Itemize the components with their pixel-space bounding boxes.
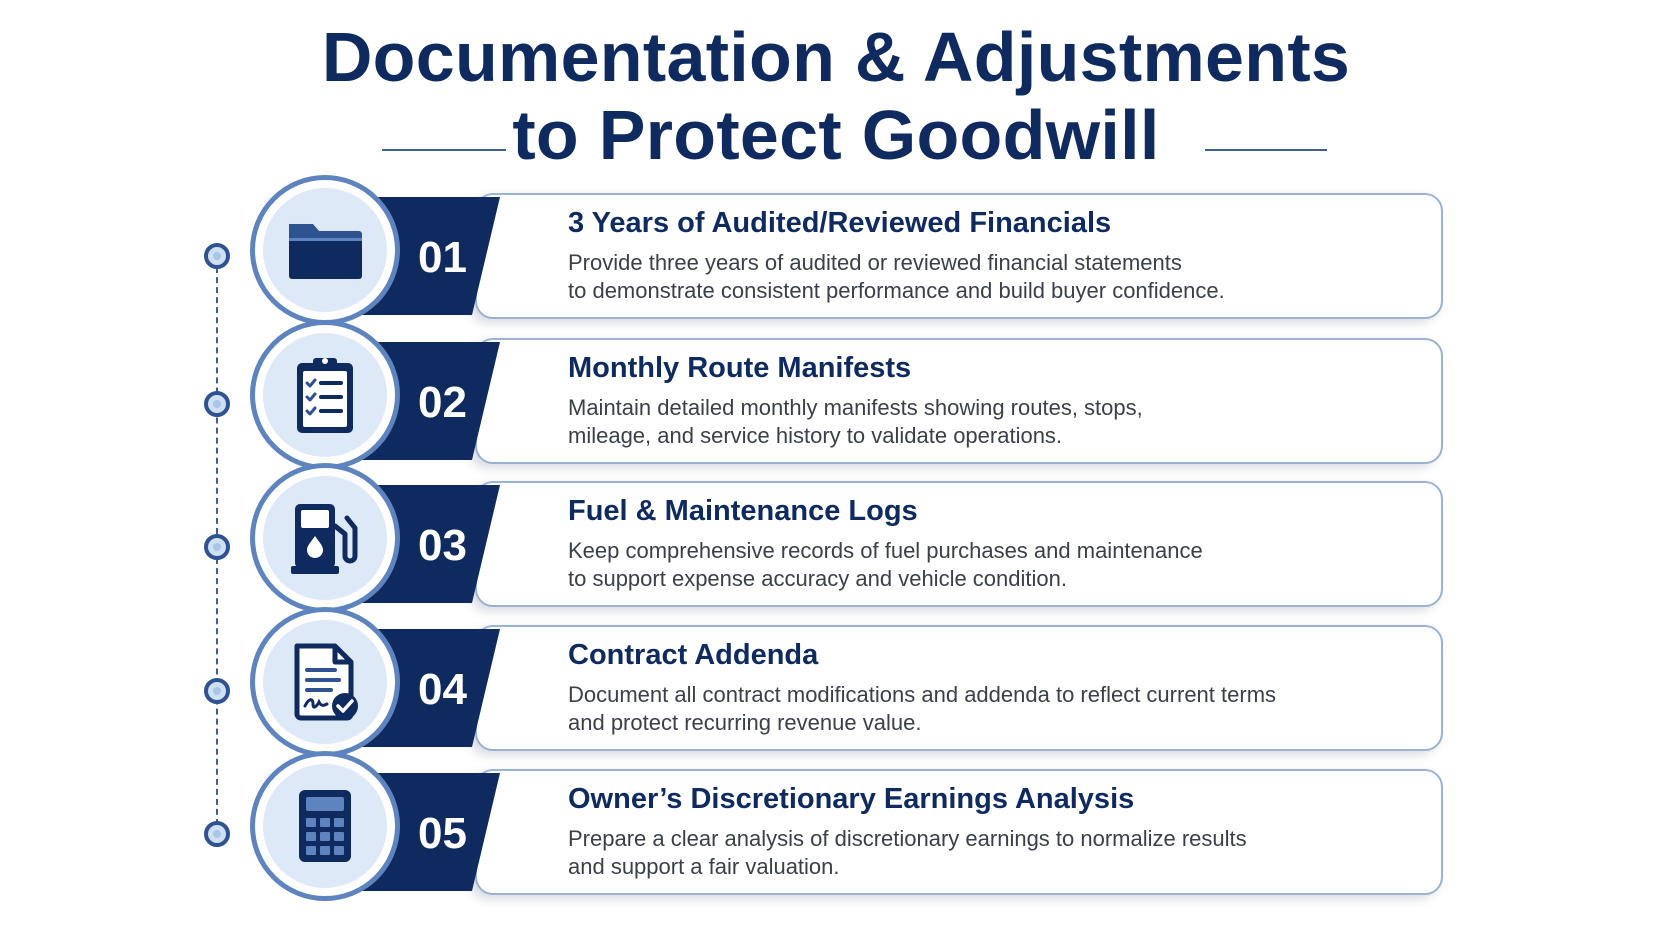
step-icon-badge — [250, 463, 400, 613]
step-title: 3 Years of Audited/Reviewed Financials — [568, 207, 1112, 239]
title-rule-right — [1205, 149, 1327, 151]
step-number: 04 — [418, 665, 467, 714]
step-icon-badge — [250, 607, 400, 757]
signed-document-icon — [283, 640, 367, 724]
step-icon-badge — [250, 175, 400, 325]
timeline-dot-3 — [204, 534, 230, 560]
step-title: Fuel & Maintenance Logs — [568, 495, 918, 527]
step-title: Contract Addenda — [568, 639, 819, 671]
step-description: Keep comprehensive records of fuel purchases and maintenance to support expense accuracy and vehicle condition. — [568, 538, 1203, 591]
step-description: Document all contract modifications and addenda to reflect current terms and protect recurring revenue value. — [568, 682, 1277, 735]
timeline-dot-1 — [204, 243, 230, 269]
clipboard-checklist-icon — [283, 353, 367, 437]
step-title: Owner’s Discretionary Earnings Analysis — [568, 783, 1135, 815]
step-description: Provide three years of audited or reviewed financial statements to demonstrate consistent performance and build buyer confidence. — [568, 250, 1225, 303]
step-number: 02 — [418, 378, 467, 427]
title-rule-left — [382, 149, 506, 151]
step-icon-badge — [250, 751, 400, 901]
step-2 — [250, 320, 1450, 460]
step-description: Prepare a clear analysis of discretionary earnings to normalize results and support a fair valuation. — [568, 826, 1247, 879]
fuel-pump-icon — [283, 496, 367, 580]
folder-icon — [283, 208, 367, 292]
step-3 — [250, 463, 1450, 603]
step-1 — [250, 175, 1450, 315]
timeline-dot-5 — [204, 821, 230, 847]
step-4 — [250, 607, 1450, 747]
step-description: Maintain detailed monthly manifests showing routes, stops, mileage, and service history to validate operations. — [568, 395, 1143, 448]
title-line-1: Documentation & Adjustments — [321, 18, 1351, 96]
calculator-icon — [283, 784, 367, 868]
step-title: Monthly Route Manifests — [568, 352, 912, 384]
step-number: 05 — [418, 809, 467, 858]
step-number: 01 — [418, 233, 467, 282]
step-5 — [250, 751, 1450, 891]
title-line-2: to Protect Goodwill — [512, 96, 1160, 174]
timeline-dot-4 — [204, 678, 230, 704]
page-title — [0, 18, 1672, 174]
step-icon-badge — [250, 320, 400, 470]
timeline-dot-2 — [204, 391, 230, 417]
step-number: 03 — [418, 521, 467, 570]
